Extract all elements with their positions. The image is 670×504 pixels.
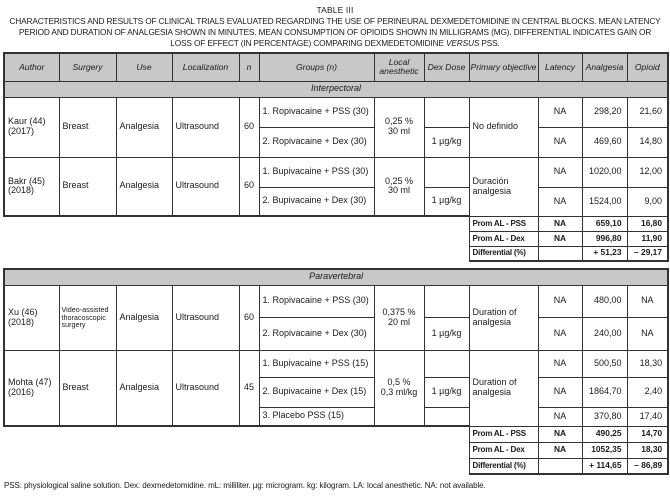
summary-opioid-cell: – 29,17 <box>627 246 668 261</box>
group-label-cell: 1. Ropivacaine + PSS (30) <box>259 97 374 127</box>
summary-label-cell: Differential (%) <box>469 458 538 474</box>
latency-cell: NA <box>538 97 582 127</box>
group-label-cell: 2. Bupivacaine + Dex (15) <box>259 377 374 407</box>
title-block <box>0 0 670 49</box>
opioid-cell: 18,30 <box>627 350 668 377</box>
summary-label-cell: Differential (%) <box>469 246 538 261</box>
local-anesthetic-cell <box>374 157 424 216</box>
summary-row <box>4 231 668 246</box>
localization-cell: Ultrasound <box>172 285 239 350</box>
summary-opioid-cell: 14,70 <box>627 426 668 442</box>
dex-dose-cell: 1 µg/kg <box>424 187 469 216</box>
la-volume: 20 ml <box>387 316 410 327</box>
col-header-surgery: Surgery <box>59 53 116 81</box>
summary-label-cell: Prom AL - Dex <box>469 442 538 458</box>
summary-latency-cell: NA <box>538 216 582 231</box>
summary-row <box>4 442 668 458</box>
dex-dose-cell: 1 µg/kg <box>424 377 469 407</box>
dex-dose-cell <box>424 157 469 187</box>
surgery-cell: Video-assisted thoracoscopic surgery <box>59 285 116 350</box>
dex-dose-cell: 1 µg/kg <box>424 127 469 157</box>
differential-row <box>4 246 668 261</box>
group-label-cell: 1. Ropivacaine + PSS (30) <box>259 285 374 317</box>
primary-objective-cell: Duración analgesia <box>469 157 538 216</box>
latency-cell: NA <box>538 127 582 157</box>
summary-label-cell: Prom AL - Dex <box>469 231 538 246</box>
dex-dose-cell <box>424 97 469 127</box>
n-cell: 60 <box>239 285 259 350</box>
local-anesthetic-cell <box>374 97 424 157</box>
summary-analgesia-cell: 996,80 <box>582 231 627 246</box>
opioid-cell: 9,00 <box>627 187 668 216</box>
la-volume: 30 ml <box>387 126 410 136</box>
study-group-row <box>4 285 668 317</box>
use-cell: Analgesia <box>116 285 172 350</box>
footnote: PSS: physiological saline solution. Dex: dexmedetomidine. mL: milliliter. µg: microgram. kg: kilogram. LA: local anesthetic. NA: not available. <box>4 481 486 490</box>
local-anesthetic-cell <box>374 350 424 426</box>
trials-table-interpectoral <box>3 52 669 262</box>
author-cell: Xu (46) (2018) <box>4 285 59 350</box>
analgesia-cell: 480,00 <box>582 285 627 317</box>
summary-analgesia-cell: 659,10 <box>582 216 627 231</box>
group-label-cell: 3. Placebo PSS (15) <box>259 407 374 426</box>
analgesia-cell: 500,50 <box>582 350 627 377</box>
dex-dose-cell: 1 µg/kg <box>424 317 469 350</box>
spacer-cell <box>4 231 469 246</box>
summary-analgesia-cell: + 114,65 <box>582 458 627 474</box>
spacer-cell <box>4 442 469 458</box>
col-header-latency: Latency <box>538 53 582 81</box>
primary-objective-cell: No definido <box>469 97 538 157</box>
latency-cell: NA <box>538 187 582 216</box>
summary-latency-cell <box>538 246 582 261</box>
author-cell: Bakr (45) (2018) <box>4 157 59 216</box>
opioid-cell: NA <box>627 285 668 317</box>
analgesia-cell: 1524,00 <box>582 187 627 216</box>
study-group-row <box>4 157 668 187</box>
summary-latency-cell: NA <box>538 231 582 246</box>
surgery-cell: Breast <box>59 157 116 216</box>
localization-cell: Ultrasound <box>172 350 239 426</box>
analgesia-cell: 240,00 <box>582 317 627 350</box>
col-header-dex-dose: Dex Dose <box>424 53 469 81</box>
summary-row <box>4 216 668 231</box>
localization-cell: Ultrasound <box>172 157 239 216</box>
group-label-cell: 1. Bupivacaine + PSS (30) <box>259 157 374 187</box>
localization-cell: Ultrasound <box>172 97 239 157</box>
la-concentration: 0,25 % <box>384 175 414 186</box>
study-group-row <box>4 350 668 377</box>
la-concentration: 0,25 % <box>384 116 414 127</box>
col-header-groups: Groups (n) <box>259 53 374 81</box>
summary-analgesia-cell: 1052,35 <box>582 442 627 458</box>
study-group-row <box>4 97 668 127</box>
group-label-cell: 2. Bupivacaine + Dex (30) <box>259 187 374 216</box>
summary-opioid-cell: 16,80 <box>627 216 668 231</box>
section-header-cell: Interpectoral <box>4 81 668 97</box>
opioid-cell: NA <box>627 317 668 350</box>
opioid-cell: 17,40 <box>627 407 668 426</box>
section-row-interpectoral <box>4 81 668 97</box>
analgesia-cell: 1020,00 <box>582 157 627 187</box>
analgesia-cell: 469,60 <box>582 127 627 157</box>
caption-tail: PSS. <box>479 38 500 48</box>
la-volume: 30 ml <box>387 185 410 196</box>
section-row-paravertebral <box>4 269 668 285</box>
summary-opioid-cell: 11,90 <box>627 231 668 246</box>
summary-latency-cell: NA <box>538 442 582 458</box>
differential-row <box>4 458 668 474</box>
summary-opioid-cell: – 86,89 <box>627 458 668 474</box>
summary-row <box>4 426 668 442</box>
group-label-cell: 2. Ropivacaine + Dex (30) <box>259 127 374 157</box>
group-label-cell: 2. Ropivacaine + Dex (30) <box>259 317 374 350</box>
n-cell: 45 <box>239 350 259 426</box>
latency-cell: NA <box>538 285 582 317</box>
opioid-cell: 21,60 <box>627 97 668 127</box>
surgery-cell: Breast <box>59 350 116 426</box>
analgesia-cell: 298,20 <box>582 97 627 127</box>
opioid-cell: 2,40 <box>627 377 668 407</box>
summary-analgesia-cell: 490,25 <box>582 426 627 442</box>
col-header-analgesia: Analgesia <box>582 53 627 81</box>
spacer-cell <box>4 458 469 474</box>
use-cell: Analgesia <box>116 350 172 426</box>
n-cell: 60 <box>239 157 259 216</box>
spacer-cell <box>4 426 469 442</box>
author-cell: Kaur (44) (2017) <box>4 97 59 157</box>
la-volume: 0,3 ml/kg <box>380 386 418 397</box>
dex-dose-cell <box>424 285 469 317</box>
latency-cell: NA <box>538 157 582 187</box>
summary-latency-cell <box>538 458 582 474</box>
trials-table-paravertebral <box>3 268 669 475</box>
la-concentration: 0,5 % <box>387 377 411 388</box>
local-anesthetic-cell <box>374 285 424 350</box>
col-header-opioid: Opioid <box>627 53 668 81</box>
header-row <box>4 53 668 81</box>
primary-objective-cell: Duration of analgesia <box>469 350 538 426</box>
dex-dose-cell <box>424 350 469 377</box>
opioid-cell: 14,80 <box>627 127 668 157</box>
spacer-cell <box>4 216 469 231</box>
col-header-primary-objective: Primary objective <box>469 53 538 81</box>
analgesia-cell: 1864,70 <box>582 377 627 407</box>
latency-cell: NA <box>538 350 582 377</box>
summary-opioid-cell: 18,30 <box>627 442 668 458</box>
primary-objective-cell: Duration of analgesia <box>469 285 538 350</box>
table-caption <box>9 16 661 49</box>
analgesia-cell: 370,80 <box>582 407 627 426</box>
col-header-local-anesthetic: Local anesthetic <box>374 53 424 81</box>
summary-label-cell: Prom AL - PSS <box>469 426 538 442</box>
author-cell: Mohta (47) (2016) <box>4 350 59 426</box>
surgery-cell: Breast <box>59 97 116 157</box>
summary-label-cell: Prom AL - PSS <box>469 216 538 231</box>
summary-latency-cell: NA <box>538 426 582 442</box>
caption-text: CHARACTERISTICS AND RESULTS OF CLINICAL TRIALS EVALUATED REGARDING THE USE OF PERINEURAL DEXMEDETOMIDINE IN CENTRAL BLOCKS. MEAN LATENCY PERIOD AND DURATION OF ANALGESIA SHOWN IN MINUTES. MEAN CONSUMPTION OF OPIOIDS SHOWN IN MILLIGRAMS (MG). DIFFERENTIAL INDICATES GAIN OR LOSS OF EFFECT (IN PERCENTAGE) COMPARING DEXMEDETOMIDINE <box>9 16 661 48</box>
section-header-cell: Paravertebral <box>4 269 668 285</box>
opioid-cell: 12,00 <box>627 157 668 187</box>
dex-dose-cell <box>424 407 469 426</box>
table-label: TABLE III <box>316 5 354 15</box>
summary-analgesia-cell: + 51,23 <box>582 246 627 261</box>
la-concentration: 0,375 % <box>382 306 416 317</box>
col-header-n: n <box>239 53 259 81</box>
use-cell: Analgesia <box>116 97 172 157</box>
col-header-author: Author <box>4 53 59 81</box>
group-label-cell: 1. Bupivacaine + PSS (15) <box>259 350 374 377</box>
col-header-localization: Localization <box>172 53 239 81</box>
latency-cell: NA <box>538 377 582 407</box>
n-cell: 60 <box>239 97 259 157</box>
latency-cell: NA <box>538 317 582 350</box>
caption-versus-word: VERSUS <box>446 38 480 48</box>
col-header-use: Use <box>116 53 172 81</box>
spacer-cell <box>4 246 469 261</box>
latency-cell: NA <box>538 407 582 426</box>
use-cell: Analgesia <box>116 157 172 216</box>
